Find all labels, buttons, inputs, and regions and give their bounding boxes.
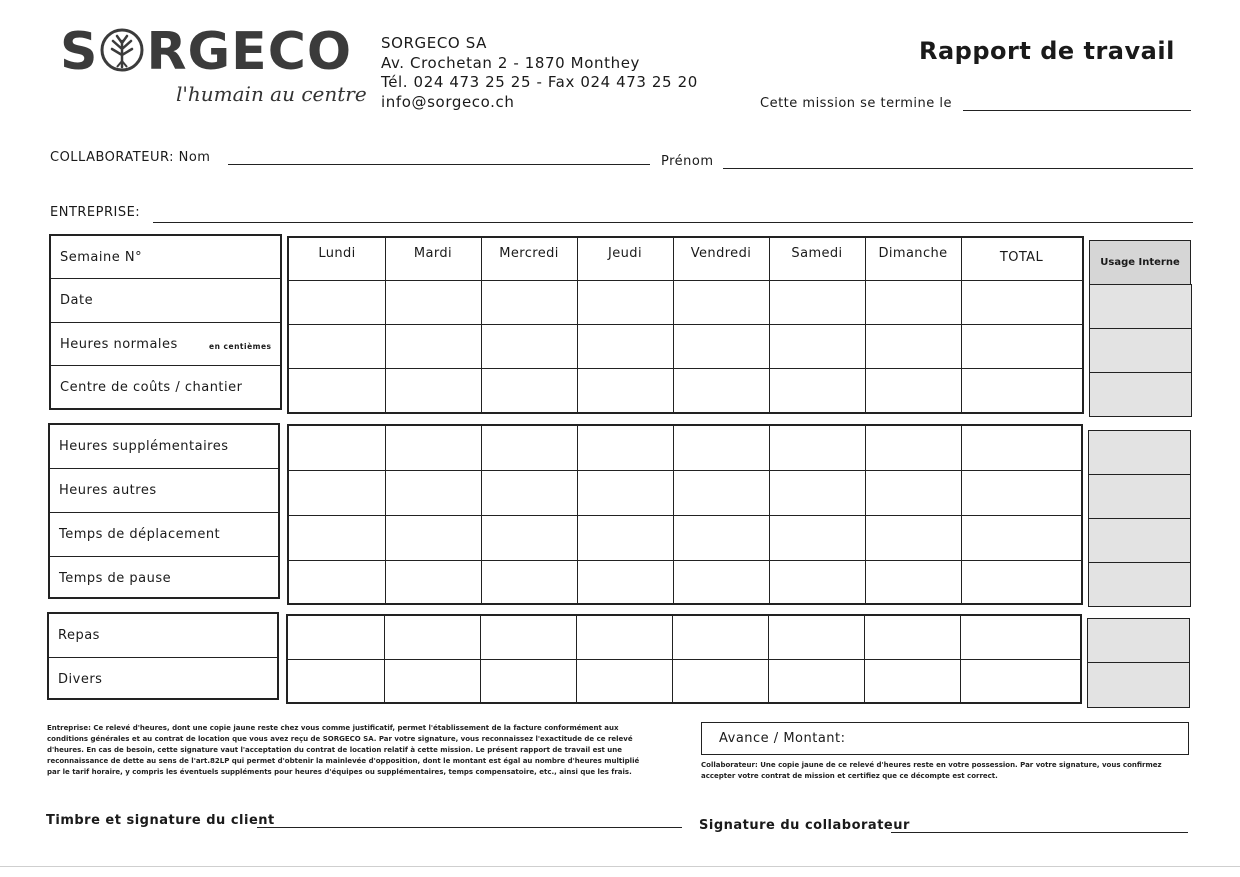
- page-title: Rapport de travail: [919, 37, 1175, 65]
- timesheet-grid-3[interactable]: [286, 614, 1082, 704]
- collaborator-firstname-field[interactable]: [723, 168, 1193, 169]
- break-time-label: Temps de pause: [59, 571, 172, 586]
- row-divider: [49, 657, 277, 658]
- internal-use-column-1: [1089, 240, 1191, 417]
- company-field-label: ENTREPRISE:: [50, 205, 141, 220]
- collaborator-signature-field[interactable]: [891, 832, 1188, 833]
- client-notice-line: conditions générales et au contrat de location que vous avez reçu de SORGECO SA. Par votre signature, vous reconnaissez l'exactitude de ce relevé: [47, 735, 633, 743]
- logo-letters-rgeco: RGECO: [146, 22, 353, 82]
- client-notice-line: d'heures. En cas de besoin, cette signature vaut l'acceptation du contrat de location relatif à cette mission. Le présent rapport de travail est une: [47, 746, 623, 754]
- cost-center-label: Centre de coûts / chantier: [60, 380, 243, 395]
- travel-time-label: Temps de déplacement: [59, 527, 221, 542]
- row-divider: [51, 365, 280, 366]
- internal-use-cell: [1089, 284, 1192, 329]
- label-column-group-1: [49, 234, 282, 410]
- overtime-label: Heures supplémentaires: [59, 439, 229, 454]
- company-email: info@sorgeco.ch: [381, 92, 515, 111]
- logo-slogan: l'humain au centre: [176, 82, 367, 106]
- hours-unit-note: en centièmes: [209, 342, 272, 351]
- internal-use-cell: [1088, 518, 1191, 563]
- internal-use-cell: [1088, 474, 1191, 519]
- row-divider: [50, 468, 278, 469]
- company-logo: [60, 22, 353, 82]
- day-header-wednesday: Mercredi: [499, 246, 559, 261]
- date-label: Date: [60, 293, 94, 308]
- internal-use-column-2: [1088, 430, 1191, 607]
- client-notice-line: par le tarif horaire, y compris les éventuels suppléments pour heures d'équipes ou supplémentaires, temps compensatoire, etc., ainsi que les frais.: [47, 768, 632, 776]
- client-notice-line: Entreprise: Ce relevé d'heures, dont une copie jaune reste chez vous comme justificatif, permet l'établissement de la facture conformément aux: [47, 724, 619, 732]
- internal-use-column-3: [1087, 618, 1190, 708]
- collaborator-signature-label: Signature du collaborateur: [699, 818, 910, 833]
- mission-end-field[interactable]: [963, 110, 1191, 111]
- client-signature-field[interactable]: [257, 827, 682, 828]
- client-signature-label: Timbre et signature du client: [46, 813, 275, 828]
- collaborator-name-label: COLLABORATEUR: Nom: [50, 150, 211, 165]
- meals-label: Repas: [58, 628, 100, 643]
- logo-letter-s: S: [60, 22, 99, 82]
- internal-use-cell: [1088, 430, 1191, 475]
- scan-edge: [0, 866, 1240, 867]
- collaborator-firstname-label: Prénom: [661, 154, 714, 169]
- miscellaneous-label: Divers: [58, 672, 103, 687]
- mission-end-label: Cette mission se termine le: [760, 96, 953, 111]
- label-column-group-2: [48, 423, 280, 599]
- row-divider: [51, 278, 280, 279]
- day-header-tuesday: Mardi: [413, 246, 453, 261]
- internal-use-header: Usage Interne: [1090, 241, 1190, 285]
- day-header-friday: Vendredi: [690, 246, 752, 261]
- tree-icon: [99, 27, 145, 73]
- company-info: [381, 34, 698, 112]
- internal-use-cell: [1089, 328, 1192, 373]
- day-header-monday: Lundi: [318, 246, 356, 261]
- collaborator-notice-line: Collaborateur: Une copie jaune de ce relevé d'heures reste en votre possession. Par votre signature, vous confirmez: [701, 761, 1162, 769]
- collaborator-notice-line: accepter votre contrat de mission et certifiez que ce décompte est correct.: [701, 772, 998, 780]
- label-column-group-3: [47, 612, 279, 700]
- row-divider: [50, 556, 278, 557]
- week-number-label: Semaine N°: [60, 250, 143, 265]
- other-hours-label: Heures autres: [59, 483, 157, 498]
- internal-use-cell: [1087, 662, 1190, 708]
- normal-hours-label: Heures normales: [60, 337, 178, 352]
- internal-use-cell: [1088, 562, 1191, 607]
- row-divider: [51, 322, 280, 323]
- timesheet-grid-1[interactable]: [287, 236, 1084, 414]
- day-header-thursday: Jeudi: [608, 246, 642, 261]
- day-header-sunday: Dimanche: [878, 246, 948, 261]
- day-header-saturday: Samedi: [791, 246, 843, 261]
- collaborator-name-field[interactable]: [228, 164, 650, 165]
- advance-amount-box[interactable]: [701, 722, 1189, 755]
- company-phone: Tél. 024 473 25 25 - Fax 024 473 25 20: [381, 73, 698, 91]
- client-notice: [47, 723, 697, 778]
- row-divider: [50, 512, 278, 513]
- client-notice-line: reconnaissance de dette au sens de l'art.82LP qui permet d'obtenir la mainlevée d'opposition, dont le montant est égal au nombre d'heures multiplié: [47, 757, 640, 765]
- day-header-total: TOTAL: [999, 250, 1044, 265]
- company-address: Av. Crochetan 2 - 1870 Monthey: [381, 53, 641, 72]
- internal-use-cell: [1087, 618, 1190, 663]
- company-field[interactable]: [153, 222, 1193, 223]
- advance-amount-label: Avance / Montant:: [719, 731, 846, 746]
- company-name: SORGECO SA: [381, 34, 487, 52]
- collaborator-notice: [701, 760, 1201, 782]
- internal-use-cell: [1089, 372, 1192, 417]
- timesheet-grid-2[interactable]: [287, 424, 1083, 605]
